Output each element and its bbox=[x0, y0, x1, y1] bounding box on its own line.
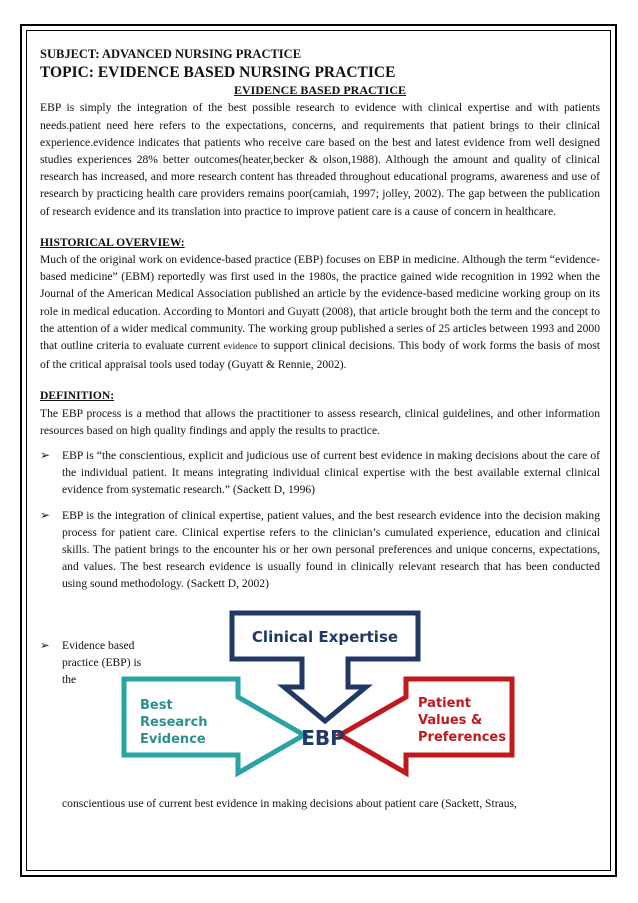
bullet-text: EBP is the integration of clinical expertise, patient values, and the best research evidence into the decision making process for patient care. Clinical expertise refers to the clinician’s cumulated experience, education and clinical skills. The patient brings to the encounter his or her own personal preferences and unique concerns, expectations, and values. The best research evidence is usually found in clinically relevant research that has been conducted using sound methodology. (Sackett D, 2002) bbox=[62, 508, 600, 591]
arrow-bullet-icon: ➢ bbox=[40, 638, 50, 652]
historical-paragraph bbox=[40, 251, 600, 373]
intro-paragraph: EBP is simply the integration of the best possible research to evidence with clinical expertise and with patients needs.patient need here refers to the expectations, concerns, and requirements that patient brings to their clinical experience.evidence indicates that patients who receive care based on the best and latest evidence from well designed studies experiences 28% better outcomes(heater,becker & olson,1988). Although the amount and quality of clinical research has increased, and more research content has threaded throughout educational programs, awareness and use of research by practicing health care providers remains poor(camiah, 1997; jolley, 2002). The gap between the publication of research evidence and its translation into practice to improve patient care is a cause of concern in healthcare. bbox=[40, 101, 600, 218]
historical-text-a: Much of the original work on evidence-based practice (EBP) focuses on EBP in medicine. Although the term “evidence-based medicine” (EBM) reportedly was first used in the 1980s, the practice gained wide recognition in 1992 when the Journal of the American Medical Association published an article by the evidence-based medicine working group on its role in medical education. According to Montori and Guyatt (2008), that article brought both the term and the concept to the attention of a wider medical community. The working group published a series of 25 articles between 1993 and 2000 that outline criteria to evaluate current bbox=[40, 253, 600, 353]
bullet-3-continuation: conscientious use of current best evidence in making decisions about patient care (Sackett, Straus, bbox=[62, 796, 517, 810]
arrow-bullet-icon: ➢ bbox=[40, 507, 51, 522]
ebp-center-label: EBP bbox=[301, 725, 345, 750]
bullet-text-start: Evidence based practice (EBP) is the bbox=[62, 638, 142, 687]
topic-line: TOPIC: EVIDENCE BASED NURSING PRACTICE bbox=[40, 64, 396, 82]
definition-bullet-1 bbox=[40, 447, 600, 499]
document-body bbox=[40, 46, 600, 812]
definition-paragraph: The EBP process is a method that allows the practitioner to assess research, clinical guidelines, and other information resources based on high quality findings and apply the results to practice. bbox=[40, 406, 600, 437]
best-label: Best bbox=[140, 697, 173, 713]
ebp-section bbox=[40, 609, 600, 789]
historical-text-b: to support clinical decisions. This body of work forms the basis of most of the critical appraisal tools used today (Guyatt & Rennie, 2002). bbox=[40, 339, 600, 372]
values-label: Values & bbox=[418, 712, 483, 728]
research-label: Research bbox=[140, 714, 208, 730]
historical-heading: HISTORICAL OVERVIEW: bbox=[40, 235, 185, 249]
evidence-label: Evidence bbox=[140, 731, 206, 747]
section-title: EVIDENCE BASED PRACTICE bbox=[233, 83, 407, 98]
bullet-text: EBP is “the conscientious, explicit and judicious use of current best evidence in making decisions about the care of the individual patient. It means integrating individual clinical expertise with the best available external clinical evidence from systematic research.” (Sackett D, 1996) bbox=[62, 449, 600, 497]
definition-bullet-2 bbox=[40, 507, 600, 593]
ebp-diagram bbox=[118, 609, 518, 787]
patient-label: Patient bbox=[418, 695, 471, 711]
historical-text-small: evidence bbox=[223, 342, 258, 353]
clinical-expertise-label: Clinical Expertise bbox=[251, 627, 399, 646]
arrow-bullet-icon: ➢ bbox=[40, 448, 51, 463]
subject-line: SUBJECT: ADVANCED NURSING PRACTICE bbox=[40, 47, 302, 61]
definition-heading: DEFINITION: bbox=[40, 389, 115, 403]
preferences-label: Preferences bbox=[418, 729, 506, 745]
